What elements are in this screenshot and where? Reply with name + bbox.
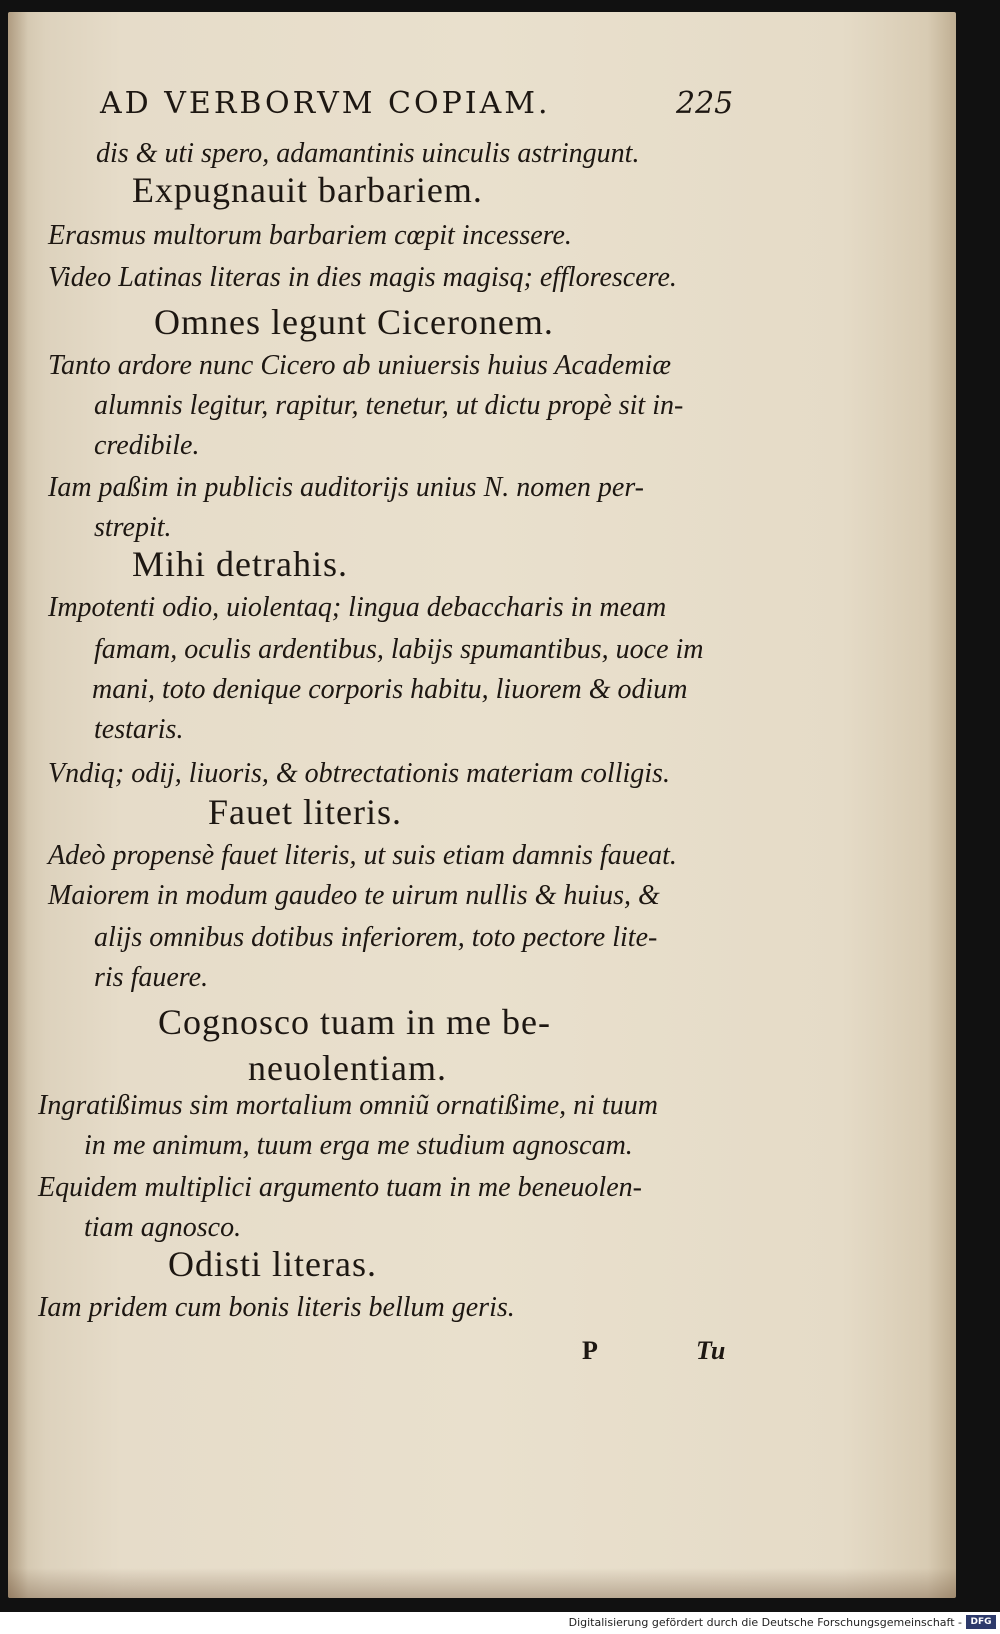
text-line: Adeò propensè fauet literis, ut suis etiam damnis faueat. <box>48 840 677 871</box>
footer-bar <box>0 1612 1000 1634</box>
section-heading: Mihi detrahis. <box>132 544 348 584</box>
page-number: 225 <box>676 86 734 121</box>
text-line: Equidem multiplici argumento tuam in me beneuolen- <box>38 1172 642 1203</box>
text-line: Video Latinas literas in dies magis magisq; efflorescere. <box>48 262 677 293</box>
text-line: tiam agnosco. <box>84 1212 242 1243</box>
section-heading: Omnes legunt Ciceronem. <box>154 302 554 342</box>
catchword: Tu <box>696 1336 726 1365</box>
text-line: alijs omnibus dotibus inferiorem, toto pectore lite- <box>94 922 658 953</box>
text-line: Iam paßim in publicis auditorijs unius N. nomen per- <box>48 472 644 503</box>
text-line: credibile. <box>94 430 200 461</box>
signature-mark: P <box>582 1336 598 1365</box>
funding-credit: Digitalisierung gefördert durch die Deutsche Forschungsgemeinschaft - <box>568 1616 962 1629</box>
section-heading: Expugnauit barbariem. <box>132 170 483 210</box>
text-line: in me animum, tuum erga me studium agnoscam. <box>84 1130 633 1161</box>
section-heading: neuolentiam. <box>248 1048 447 1088</box>
text-line: Ingratißimus sim mortalium omniũ ornatißime, ni tuum <box>38 1090 658 1121</box>
text-line: Vndiq; odij, liuoris, & obtrectationis materiam colligis. <box>48 758 670 789</box>
section-heading: Odisti literas. <box>168 1244 377 1284</box>
text-line: Erasmus multorum barbariem cœpit incessere. <box>48 220 572 251</box>
text-line: Maiorem in modum gaudeo te uirum nullis & huius, & <box>48 880 660 911</box>
text-line: mani, toto denique corporis habitu, liuorem & odium <box>92 674 688 705</box>
section-heading: Fauet literis. <box>208 792 402 832</box>
text-line: alumnis legitur, rapitur, tenetur, ut dictu propè sit in- <box>94 390 684 421</box>
text-line: Impotenti odio, uiolentaq; lingua debaccharis in meam <box>48 592 667 623</box>
text-line: ris fauere. <box>94 962 209 993</box>
text-line: famam, oculis ardentibus, labijs spumantibus, uoce im <box>94 634 704 665</box>
dfg-logo: DFG <box>966 1615 996 1629</box>
text-line: testaris. <box>94 714 184 745</box>
book-page <box>8 12 956 1598</box>
section-heading: Cognosco tuam in me be- <box>158 1002 551 1042</box>
text-line: Iam pridem cum bonis literis bellum geris. <box>38 1292 515 1323</box>
text-line: Tanto ardore nunc Cicero ab uniuersis huius Academiæ <box>48 350 671 381</box>
text-line: dis & uti spero, adamantinis uinculis astringunt. <box>96 138 640 169</box>
text-line: strepit. <box>94 512 172 543</box>
running-head: AD VERBORVM COPIAM. <box>100 86 551 121</box>
